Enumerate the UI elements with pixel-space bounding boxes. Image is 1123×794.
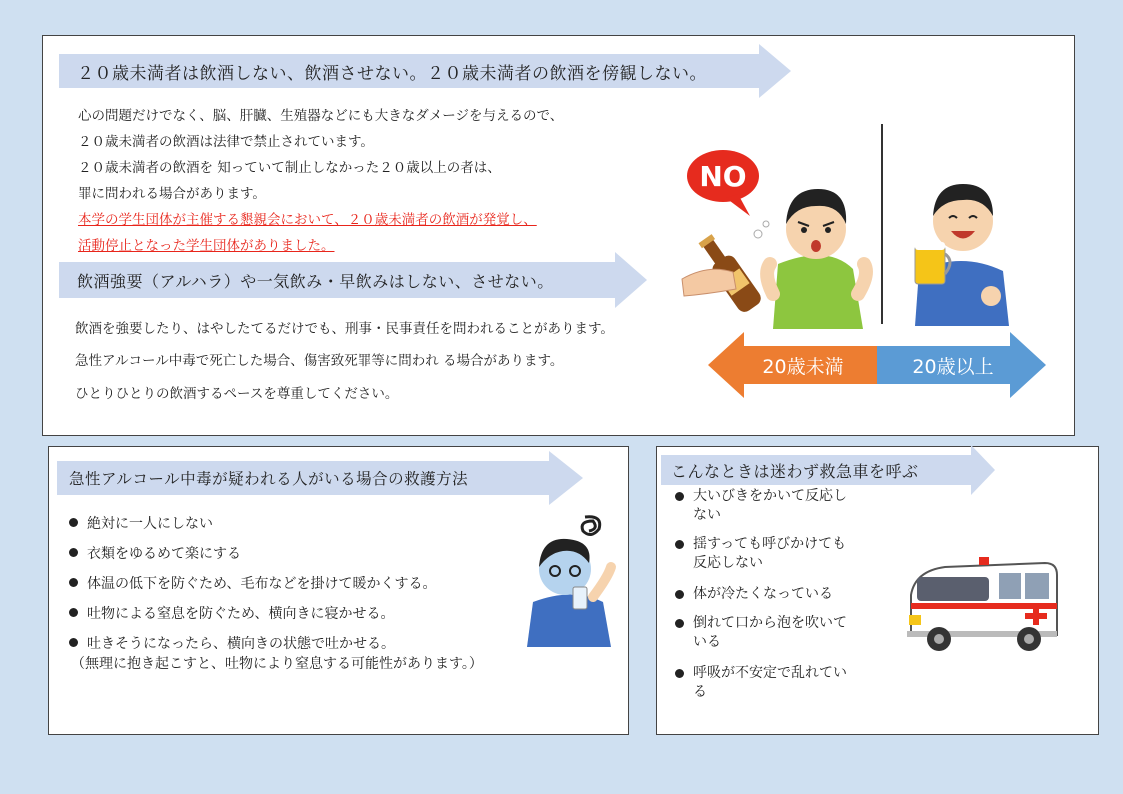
rescue-item: 体温の低下を防ぐため、毛布などを掛けて暖かくする。 (67, 573, 436, 603)
rescue-panel (48, 446, 629, 735)
bullet-icon (69, 518, 78, 527)
ambulance-item: 倒れて口から泡を吹いて いる (673, 614, 873, 652)
bullet-icon (69, 608, 78, 617)
ambulance-item: 大いびきをかいて反応し ない (673, 487, 873, 525)
ambulance-list (673, 487, 873, 702)
rescue-banner (57, 451, 583, 505)
rescue-list (67, 513, 436, 653)
underage-drinking-title: ２０歳未満者は飲酒しない、飲酒させない。２０歳未満者の飲酒を傍観しない。 (77, 63, 707, 84)
paragraph-line: 罪に問われる場合があります。 (78, 186, 266, 202)
ambulance-item: 揺すっても呼びかけても 反応しない (673, 535, 873, 573)
no-bubble-text: NO (699, 160, 747, 193)
ambulance-panel (656, 446, 1099, 735)
rescue-item: 吐物による窒息を防ぐため、横向きに寝かせる。 (67, 603, 436, 633)
paragraph-line: 飲酒を強要したり、はやしたてるだけでも、刑事・民事責任を問われることがあります。 (75, 321, 614, 337)
ambulance-title: こんなときは迷わず救急車を呼ぶ (671, 461, 919, 481)
age-divider (881, 124, 883, 324)
alcohol-harassment-title: 飲酒強要（アルハラ）や一気飲み・早飲みはしない、させない。 (77, 271, 554, 291)
rescue-item: 衣類をゆるめて楽にする (67, 543, 436, 573)
rescue-note: （無理に抱き起こすと、吐物により窒息する可能性があります。） (71, 656, 483, 672)
paragraph-line: ２０歳未満者の飲酒を 知っていて制止しなかった２０歳以上の者は、 (78, 160, 501, 176)
ambulance-item: 体が冷たくなっている (673, 585, 873, 604)
alcohol-harassment-banner (59, 252, 647, 308)
rescue-item: 吐きそうになったら、横向きの状態で吐かせる。 (67, 633, 436, 653)
adult-with-beer-illustration (911, 176, 1011, 326)
warning-line: 本学の学生団体が主催する懇親会において、２０歳未満者の飲酒が発覚し、 (78, 212, 537, 228)
bullet-icon (675, 619, 684, 628)
bullet-icon (675, 540, 684, 549)
bullet-icon (675, 590, 684, 599)
ambulance-illustration (905, 555, 1061, 655)
refusing-drink-illustration (678, 144, 878, 329)
bullet-icon (69, 548, 78, 557)
paragraph-line: ２０歳未満者の飲酒は法律で禁止されています。 (78, 134, 374, 150)
paragraph-line: 急性アルコール中毒で死亡した場合、傷害致死罪等に問われ る場合があります。 (75, 353, 564, 369)
age-under-label: 20歳未満 (762, 356, 844, 378)
bullet-icon (675, 669, 684, 678)
paragraph-line: ひとりひとりの飲酒するペースを尊重してください。 (75, 386, 399, 402)
rescue-item: 絶対に一人にしない (67, 513, 436, 543)
rescue-title: 急性アルコール中毒が疑われる人がいる場合の救護方法 (69, 470, 469, 488)
age-double-arrow (708, 332, 1046, 398)
drunk-person-illustration (523, 507, 623, 657)
age-over-label: 20歳以上 (912, 356, 994, 378)
top-panel (42, 35, 1075, 436)
warning-line: 活動停止となった学生団体がありました。 (78, 238, 335, 254)
underage-drinking-banner (59, 44, 791, 98)
ambulance-item: 呼吸が不安定で乱れてい る (673, 664, 873, 702)
bullet-icon (69, 638, 78, 647)
paragraph-line: 心の問題だけでなく、脳、肝臓、生殖器などにも大きなダメージを与えるので、 (78, 108, 564, 124)
bullet-icon (69, 578, 78, 587)
bullet-icon (675, 492, 684, 501)
